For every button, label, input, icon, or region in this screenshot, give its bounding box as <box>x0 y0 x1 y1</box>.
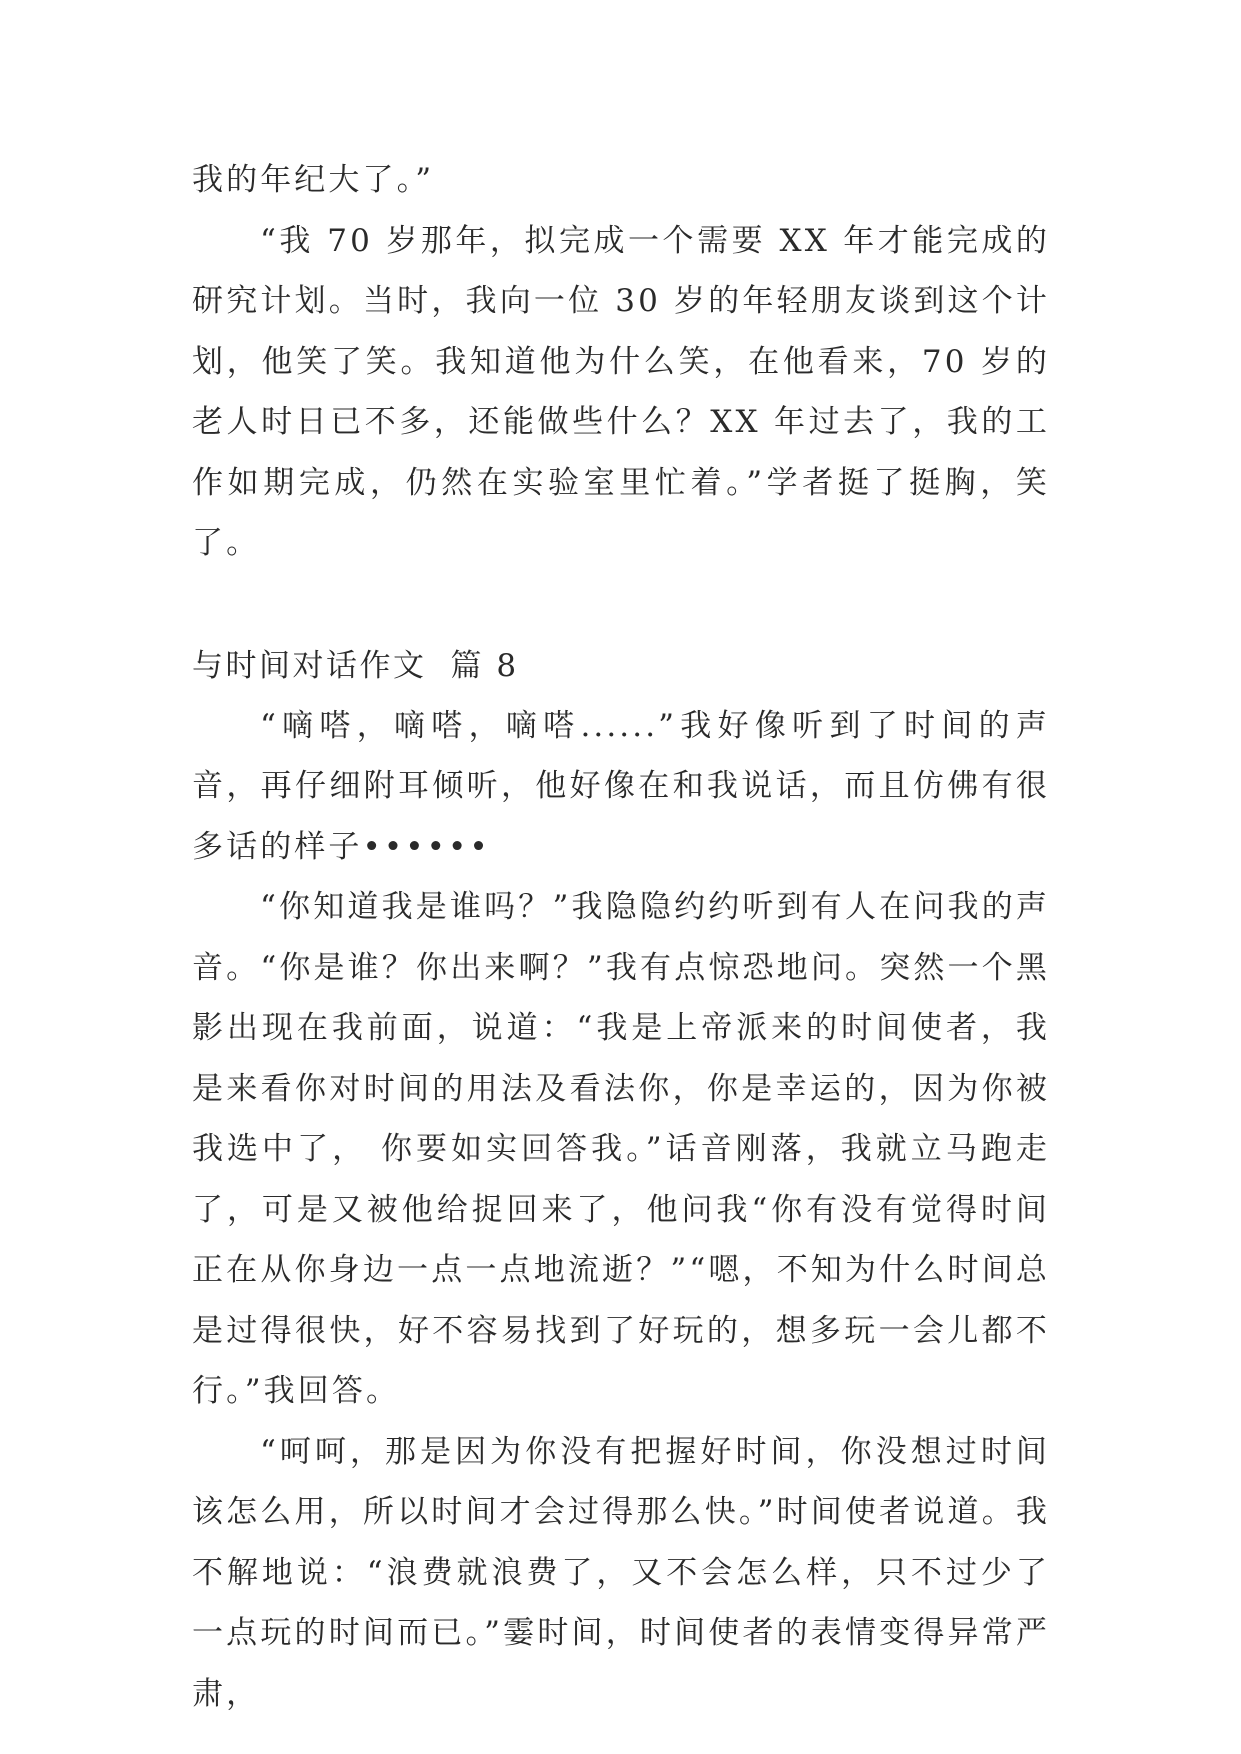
document-body <box>192 150 1050 1724</box>
paragraph: “你知道我是谁吗？”我隐隐约约听到有人在问我的声音。“你是谁？你出来啊？”我有点惊恐地问。突然一个黑影出现在我前面，说道：“我是上帝派来的时间使者，我是来看你对时间的用法及看法你，你是幸运的，因为你被我选中了， 你要如实回答我。”话音刚落，我就立马跑走了，可是又被他给捉回来了，他问我“你有没有觉得时间正在从你身边一点一点地流逝？”“嗯，不知为什么时间总是过得很快，好不容易找到了好玩的，想多玩一会儿都不行。”我回答。 <box>192 889 1050 1409</box>
section-title: 与时间对话作文 <box>192 647 427 684</box>
paragraph-continuation: 我的年纪大了。” <box>192 162 435 198</box>
paragraph: “我 70 岁那年，拟完成一个需要 XX 年才能完成的研究计划。当时，我向一位 30 岁的年轻朋友谈到这个计划，他笑了笑。我知道他为什么笑，在他看来，70 岁的老人时日已不多，还能做些什么？XX 年过去了，我的工作如期完成，仍然在实验室里忙着。”学者挺了挺胸，笑了。 <box>192 222 1050 561</box>
section-number: 篇 8 <box>450 647 519 684</box>
section-spacer <box>192 574 1050 636</box>
paragraph: “呵呵，那是因为你没有把握好时间，你没想过时间该怎么用，所以时间才会过得那么快。”时间使者说道。我不解地说：“浪费就浪费了，又不会怎么样，只不过少了一点玩的时间而已。”霎时间，时间使者的表情变得异常严肃， <box>192 1433 1050 1712</box>
section-heading <box>192 636 1050 696</box>
paragraph: “嘀嗒，嘀嗒，嘀嗒......”我好像听到了时间的声音，再仔细附耳倾听，他好像在和我说话，而且仿佛有很多话的样子•••••• <box>192 707 1050 865</box>
